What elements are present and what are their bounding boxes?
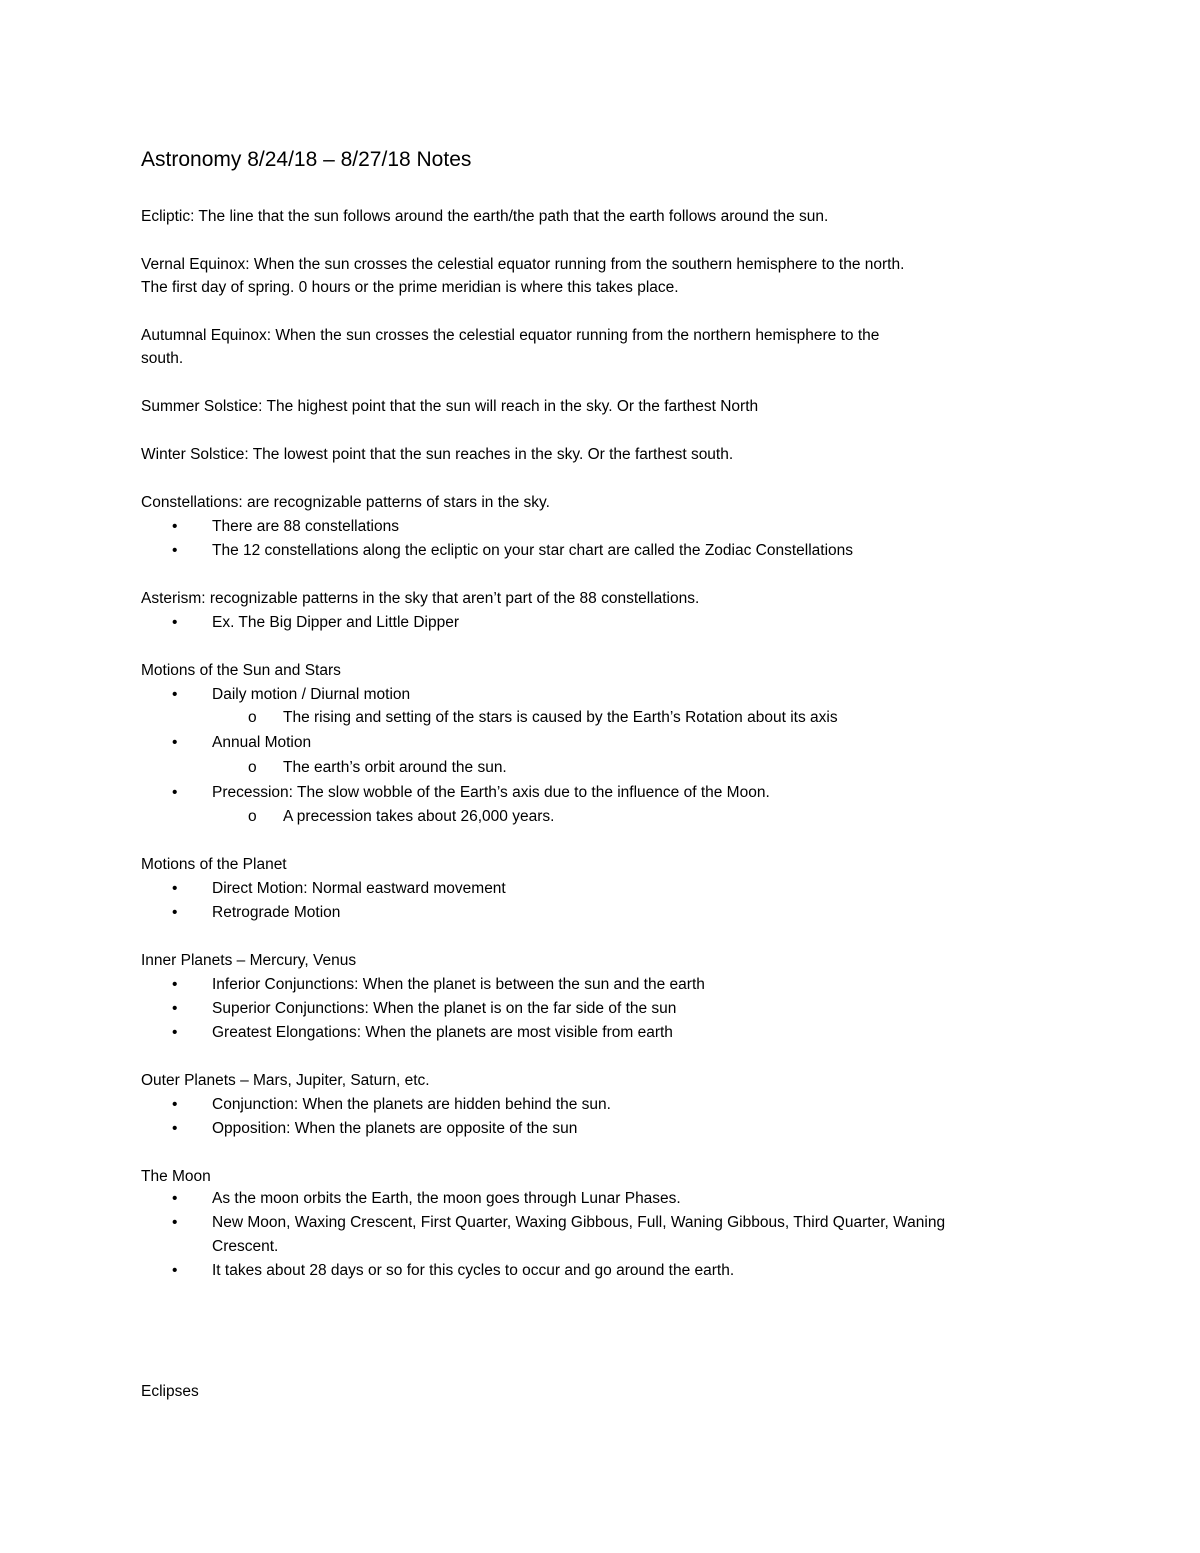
page-title: Astronomy 8/24/18 – 8/27/18 Notes (141, 148, 472, 171)
bullet-marker: • (172, 1214, 178, 1231)
list-item-continuation: Crescent. (212, 1238, 279, 1255)
sub-list-item: The rising and setting of the stars is caused by the Earth’s Rotation about its axis (283, 709, 838, 726)
motions-planet-heading: Motions of the Planet (141, 856, 287, 873)
bullet-marker: • (172, 614, 178, 631)
summer-solstice-definition: Summer Solstice: The highest point that the sun will reach in the sky. Or the farthest North (141, 398, 759, 415)
bullet-marker: • (172, 1096, 178, 1113)
list-item: There are 88 constellations (212, 518, 399, 535)
list-item: It takes about 28 days or so for this cycles to occur and go around the earth. (212, 1262, 735, 1279)
list-item: Greatest Elongations: When the planets are most visible from earth (212, 1024, 673, 1041)
list-item: Conjunction: When the planets are hidden behind the sun. (212, 1096, 611, 1113)
list-item: Direct Motion: Normal eastward movement (212, 880, 506, 897)
list-item: Daily motion / Diurnal motion (212, 686, 411, 703)
constellations-heading: Constellations: are recognizable patterns of stars in the sky. (141, 494, 550, 511)
autumnal-equinox-line-2: south. (141, 350, 184, 367)
bullet-marker: • (172, 686, 178, 703)
bullet-marker: • (172, 518, 178, 535)
bullet-marker: • (172, 1120, 178, 1137)
list-item: As the moon orbits the Earth, the moon goes through Lunar Phases. (212, 1190, 681, 1207)
bullet-marker: • (172, 1024, 178, 1041)
list-item: Precession: The slow wobble of the Earth’s axis due to the influence of the Moon. (212, 784, 770, 801)
bullet-marker: • (172, 904, 178, 921)
bullet-marker: • (172, 734, 178, 751)
autumnal-equinox-line-1: Autumnal Equinox: When the sun crosses the celestial equator running from the northern hemisphere to the (141, 327, 880, 344)
winter-solstice-definition: Winter Solstice: The lowest point that the sun reaches in the sky. Or the farthest south. (141, 446, 734, 463)
sub-list-item: A precession takes about 26,000 years. (283, 808, 555, 825)
sub-bullet-marker: o (248, 759, 257, 776)
bullet-marker: • (172, 976, 178, 993)
eclipses-heading: Eclipses (141, 1383, 199, 1400)
sub-bullet-marker: o (248, 709, 257, 726)
sub-bullet-marker: o (248, 808, 257, 825)
list-item: Opposition: When the planets are opposite of the sun (212, 1120, 578, 1137)
bullet-marker: • (172, 880, 178, 897)
vernal-equinox-line-2: The first day of spring. 0 hours or the prime meridian is where this takes place. (141, 279, 679, 296)
list-item: Ex. The Big Dipper and Little Dipper (212, 614, 459, 631)
vernal-equinox-line-1: Vernal Equinox: When the sun crosses the celestial equator running from the southern hemisphere to the north. (141, 256, 905, 273)
motions-sun-heading: Motions of the Sun and Stars (141, 662, 341, 679)
list-item: The 12 constellations along the ecliptic on your star chart are called the Zodiac Constellations (212, 542, 854, 559)
list-item: Retrograde Motion (212, 904, 341, 921)
list-item: Annual Motion (212, 734, 312, 751)
bullet-marker: • (172, 1190, 178, 1207)
moon-heading: The Moon (141, 1168, 211, 1185)
inner-planets-heading: Inner Planets – Mercury, Venus (141, 952, 357, 969)
bullet-marker: • (172, 784, 178, 801)
bullet-marker: • (172, 1262, 178, 1279)
sub-list-item: The earth’s orbit around the sun. (283, 759, 507, 776)
list-item: Inferior Conjunctions: When the planet is between the sun and the earth (212, 976, 705, 993)
bullet-marker: • (172, 1000, 178, 1017)
list-item: Superior Conjunctions: When the planet is on the far side of the sun (212, 1000, 677, 1017)
outer-planets-heading: Outer Planets – Mars, Jupiter, Saturn, etc. (141, 1072, 430, 1089)
list-item: New Moon, Waxing Crescent, First Quarter, Waxing Gibbous, Full, Waning Gibbous, Third Quarter, Waning (212, 1214, 946, 1231)
bullet-marker: • (172, 542, 178, 559)
asterism-heading: Asterism: recognizable patterns in the sky that aren’t part of the 88 constellations. (141, 590, 700, 607)
ecliptic-definition: Ecliptic: The line that the sun follows around the earth/the path that the earth follows around the sun. (141, 208, 829, 225)
